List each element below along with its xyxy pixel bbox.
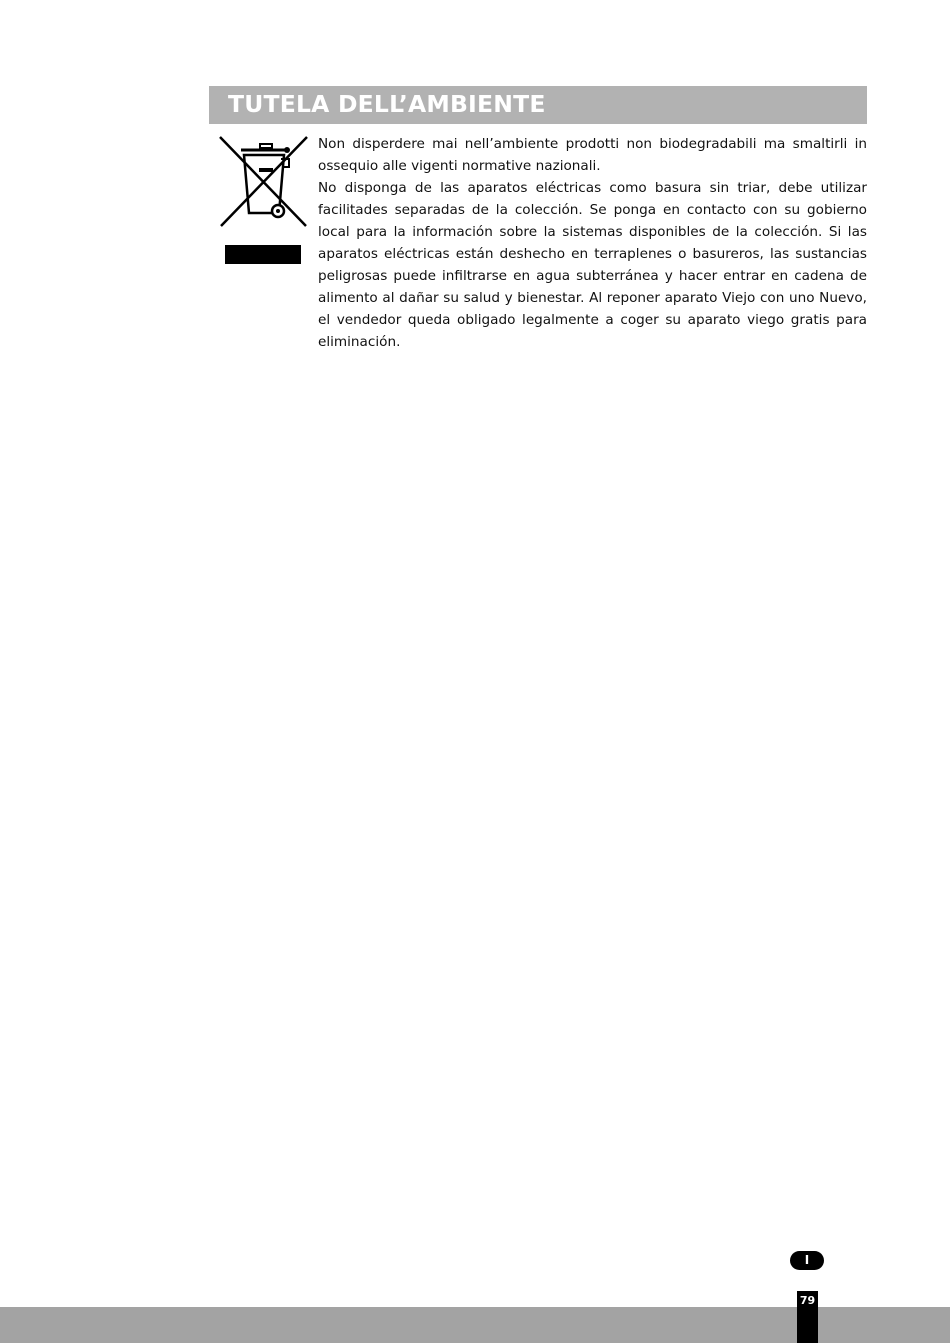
page-number-tab: [797, 1291, 818, 1343]
disposal-instructions: [318, 133, 867, 353]
separate-collection-bar: [225, 245, 301, 264]
paragraph-italian: Non disperdere mai nell’ambiente prodotti non biodegradabili ma smaltirli in ossequio alle vigenti normative nazionali.: [318, 136, 867, 174]
section-header: [209, 86, 867, 124]
page-number: 79: [799, 1294, 816, 1307]
section-title: TUTELA DELL’AMBIENTE: [228, 90, 546, 118]
crossed-out-wheelie-bin-icon: [217, 135, 311, 231]
paragraph-spanish: No disponga de las aparatos eléctricas como basura sin triar, debe utilizar facilitades separadas de la colección. Se ponga en contacto con su gobierno local para la información sobre la sistemas disponibles de la colección. Si las aparatos eléctricas están deshecho en terraplenes o basureros, las sustancias peligrosas puede infiltrarse en agua subterránea y hacer entrar en cadena de alimento al dañar su salud y bienestar. Al reponer aparato Viejo con uno Nuevo, el vendedor queda obligado legalmente a coger su aparato viego gratis para eliminación.: [318, 180, 867, 350]
language-badge: I: [790, 1251, 824, 1270]
